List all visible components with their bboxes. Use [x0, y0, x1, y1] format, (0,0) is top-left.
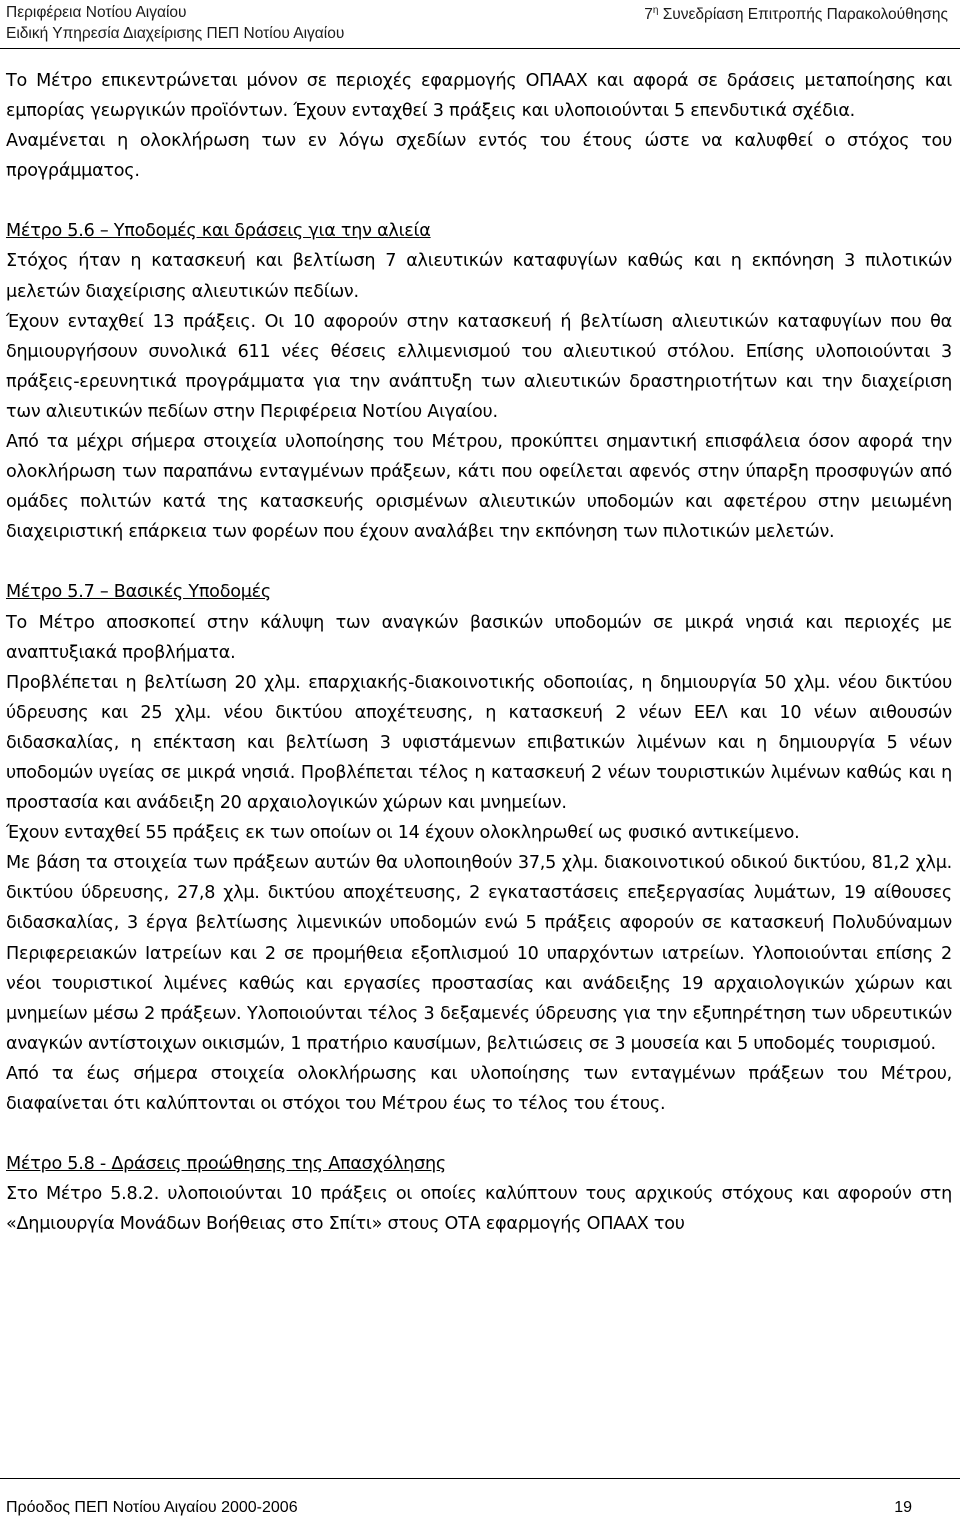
paragraph: Έχουν ενταχθεί 13 πράξεις. Οι 10 αφορούν στην κατασκευή ή βελτίωση αλιευτικών καταφυγίων που θα δημιουργήσουν συνολικά 611 νέες θέσεις ελλιμενισμού του αλιευτικού στόλου. Επίσης υλοποιούνται 3 πράξεις-ερευνητικά προγράμματα για την ανάπτυξη των αλιευτικών δραστηριοτήτων και την διαχείριση των αλιευτικών πεδίων στην Περιφέρεια Νοτίου Αιγαίου.	[6, 311, 952, 422]
paragraph: Από τα μέχρι σήμερα στοιχεία υλοποίησης του Μέτρου, προκύπτει σημαντική επισφάλεια όσον αφορά την ολοκλήρωση των παραπάνω ενταγμένων πράξεων, κάτι που οφείλεται αφενός στην ύπαρξη προσφυγών από ομάδες πολιτών κατά της κατασκευής ορισμένων αλιευτικών υποδομών και αφετέρου στην μειωμένη διαχειριστική επάρκεια των φορέων που έχουν αναλάβει την εκπόνηση των πιλοτικών μελετών.	[6, 432, 952, 543]
header-meeting	[644, 5, 948, 24]
paragraph: Στο Μέτρο 5.8.2. υλοποιούνται 10 πράξεις οι οποίες καλύπτουν τους αρχικούς στόχους και αφορούν στη «Δημιουργία Μονάδων Βοήθειας στο Σπίτι» στους ΟΤΑ εφαρμογής ΟΠΑΑΧ του	[6, 1184, 952, 1235]
meeting-number: 7	[644, 6, 653, 24]
document-body	[6, 66, 952, 1239]
paragraph: Στόχος ήταν η κατασκευή και βελτίωση 7 αλιευτικών καταφυγίων καθώς και η εκπόνηση 3 πιλοτικών μελετών διαχείρισης αλιευτικών πεδίων.	[6, 251, 952, 302]
meeting-ordinal-suffix: η	[652, 5, 659, 16]
header-organization: Περιφέρεια Νοτίου Αιγαίου	[6, 4, 187, 21]
section-heading-measure-5-8: Μέτρο 5.8 - Δράσεις προώθησης της Απασχόλησης	[6, 1154, 446, 1175]
page-header	[0, 0, 960, 49]
page-number: 19	[894, 1499, 912, 1516]
page-footer	[0, 1478, 960, 1524]
paragraph: Το Μέτρο αποσκοπεί στην κάλυψη των αναγκών βασικών υποδομών σε μικρά νησιά και περιοχές με αναπτυξιακά προβλήματα.	[6, 612, 952, 663]
header-service: Ειδική Υπηρεσία Διαχείρισης ΠΕΠ Νοτίου Αιγαίου	[6, 25, 345, 42]
paragraph: Προβλέπεται η βελτίωση 20 χλμ. επαρχιακής-διακοινοτικής οδοποιίας, η δημιουργία 50 χλμ. νέου δικτύου ύδρευσης και 25 χλμ. νέου δικτύου αποχέτευσης, η κατασκευή 2 νέων ΕΕΛ και 10 νέων αιθουσών διδασκαλίας, η επέκταση και βελτίωση 3 υφιστάμενων επιβατικών λιμένων και η δημιουργία 5 νέων υποδομών υγείας σε μικρά νησιά. Προβλέπεται τέλος η κατασκευή 2 νέων τουριστικών λιμένων καθώς και η προστασία και ανάδειξη 20 αρχαιολογικών χώρων και μνημείων.	[6, 672, 952, 814]
paragraph: Από τα έως σήμερα στοιχεία ολοκλήρωσης και υλοποίησης των ενταγμένων πράξεων του Μέτρου, διαφαίνεται ότι καλύπτονται οι στόχοι του Μέτρου έως το τέλος του έτους.	[6, 1063, 952, 1114]
paragraph: Έχουν ενταχθεί 55 πράξεις εκ των οποίων οι 14 έχουν ολοκληρωθεί ως φυσικό αντικείμενο.	[6, 823, 800, 844]
footer-label: Πρόοδος ΠΕΠ Νοτίου Αιγαίου 2000-2006	[6, 1499, 298, 1516]
paragraph: Το Μέτρο επικεντρώνεται μόνον σε περιοχές εφαρμογής ΟΠΑΑΧ και αφορά σε δράσεις μεταποίησης και εμπορίας γεωργικών προϊόντων. Έχουν ενταχθεί 3 πράξεις και υλοποιούνται 5 επενδυτικά σχέδια.	[6, 71, 952, 122]
section-heading-measure-5-7: Μέτρο 5.7 – Βασικές Υποδομές	[6, 582, 271, 603]
meeting-title: Συνεδρίαση Επιτροπής Παρακολούθησης	[662, 6, 948, 24]
paragraph: Με βάση τα στοιχεία των πράξεων αυτών θα υλοποιηθούν 37,5 χλμ. διακοινοτικού οδικού δικτύου, 81,2 χλμ. δικτύου ύδρευσης, 27,8 χλμ. δικτύου αποχέτευσης, 2 εγκαταστάσεις επεξεργασίας λυμάτων, 19 αίθουσες διδασκαλίας, 3 έργα βελτίωσης λιμενικών υποδομών ενώ 5 πράξεις αφορούν σε κατασκευή Πολυδύναμων Περιφερειακών Ιατρείων και 2 σε προμήθεια εξοπλισμού 10 υπαρχόντων ιατρείων. Υλοποιούνται επίσης 2 νέοι τουριστικοί λιμένες καθώς και εργασίες προστασίας και ανάδειξης 19 αρχαιολογικών χώρων και μνημείων μέσω 2 πράξεων. Υλοποιούνται τέλος 3 δεξαμενές ύδρευσης για την εξυπηρέτηση των υδρευτικών αναγκών αντίστοιχων οικισμών, 1 πρατήριο καυσίμων, βελτιώσεις σε 3 μουσεία και 5 υποδομές τουρισμού.	[6, 853, 952, 1054]
section-heading-measure-5-6: Μέτρο 5.6 – Υποδομές και δράσεις για την αλιεία	[6, 221, 431, 242]
paragraph: Αναμένεται η ολοκλήρωση των εν λόγω σχεδίων εντός του έτους ώστε να καλυφθεί ο στόχος του προγράμματος.	[6, 131, 952, 182]
